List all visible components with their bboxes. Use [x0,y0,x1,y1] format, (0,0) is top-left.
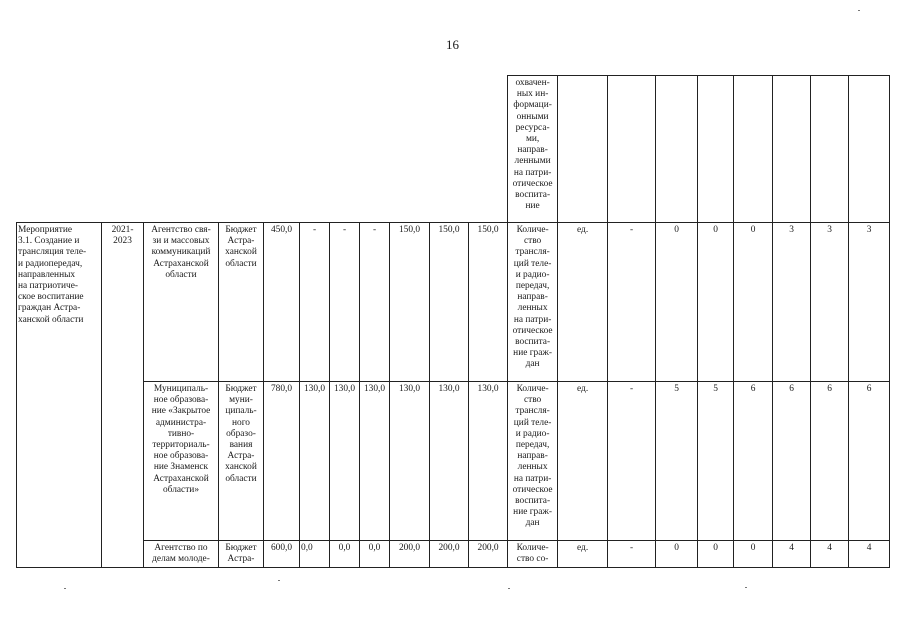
value-cell: 0 [734,223,773,382]
year-4-cell: 150,0 [390,223,430,382]
value-cell: 4 [773,541,811,568]
unit-cell [558,76,608,223]
unit-cell: ед. [558,223,608,382]
value-cell [811,76,849,223]
year-1-cell: - [300,223,330,382]
year-1-cell: 130,0 [300,382,330,541]
source-cell: Бюджет Астра- [219,541,264,568]
year-6-cell: 150,0 [469,223,508,382]
year-6-cell: 130,0 [469,382,508,541]
year-4-cell: 200,0 [390,541,430,568]
value-cell [734,76,773,223]
year-6-cell: 200,0 [469,541,508,568]
event-cell: Мероприятие 3.1. Создание и трансляция теле- и радиопередач, направленных на патриотиче- ское воспитание граждан Астра- ханской области [17,223,102,568]
total-cell: 780,0 [264,382,300,541]
base-value-cell: - [608,382,656,541]
table-row [17,76,890,223]
year-5-cell: 150,0 [430,223,469,382]
base-value-cell: - [608,541,656,568]
year-5-cell: 130,0 [430,382,469,541]
year-3-cell: - [360,223,390,382]
indicator-cell: охвачен- ных ин- формаци- онными ресурса- ми, направ- ленными на патри- отическое воспита- ние [508,76,558,223]
value-cell: 4 [811,541,849,568]
value-cell [656,76,698,223]
year-5-cell: 200,0 [430,541,469,568]
executor-cell: Агентство свя- зи и массовых коммуникаций Астраханской области [144,223,219,382]
table-row [17,223,890,382]
scan-speck [278,580,280,581]
indicator-cell: Количе- ство трансля- ций теле- и радио- передач, направ- ленных на патри- отическое воспита- ние граж- дан [508,382,558,541]
source-cell: Бюджет Астра- ханской области [219,223,264,382]
executor-cell: Агентство по делам молоде- [144,541,219,568]
value-cell [849,76,890,223]
year-4-cell: 130,0 [390,382,430,541]
year-2-cell: 0,0 [330,541,360,568]
table-row [17,382,890,541]
indicator-cell: Количе- ство со- [508,541,558,568]
value-cell [608,76,656,223]
source-cell: Бюджет муни- ципаль- ного образо- вания Астра- ханской области [219,382,264,541]
value-cell: 3 [849,223,890,382]
indicator-cell: Количе- ство трансля- ций теле- и радио- передач, направ- ленных на патри- отическое воспита- ние граж- дан [508,223,558,382]
year-3-cell: 130,0 [360,382,390,541]
year-3-cell: 0,0 [360,541,390,568]
value-cell [698,76,734,223]
value-cell: 0 [656,541,698,568]
value-cell: 3 [773,223,811,382]
value-cell: 0 [656,223,698,382]
scan-speck [508,588,510,589]
value-cell: 6 [811,382,849,541]
year-1-cell: 0,0 [300,541,330,568]
unit-cell: ед. [558,382,608,541]
total-cell: 600,0 [264,541,300,568]
scan-speck [858,10,860,11]
value-cell: 0 [734,541,773,568]
base-value-cell: - [608,223,656,382]
scan-speck [745,587,747,588]
program-table [16,75,890,568]
total-cell: 450,0 [264,223,300,382]
value-cell: 6 [734,382,773,541]
value-cell: 4 [849,541,890,568]
table-row [17,541,890,568]
page-number: 16 [446,37,459,52]
value-cell [773,76,811,223]
year-2-cell: - [330,223,360,382]
year-2-cell: 130,0 [330,382,360,541]
value-cell: 5 [698,382,734,541]
value-cell: 6 [849,382,890,541]
unit-cell: ед. [558,541,608,568]
executor-cell: Муниципаль- ное образова- ние «Закрытое администра- тивно- территориаль- ное образова- ние Знаменск Астраханской области» [144,382,219,541]
value-cell: 6 [773,382,811,541]
value-cell: 0 [698,223,734,382]
value-cell: 0 [698,541,734,568]
value-cell: 5 [656,382,698,541]
scan-speck [64,588,66,589]
period-cell: 2021- 2023 [102,223,144,568]
value-cell: 3 [811,223,849,382]
empty-merged-cell [17,76,508,223]
